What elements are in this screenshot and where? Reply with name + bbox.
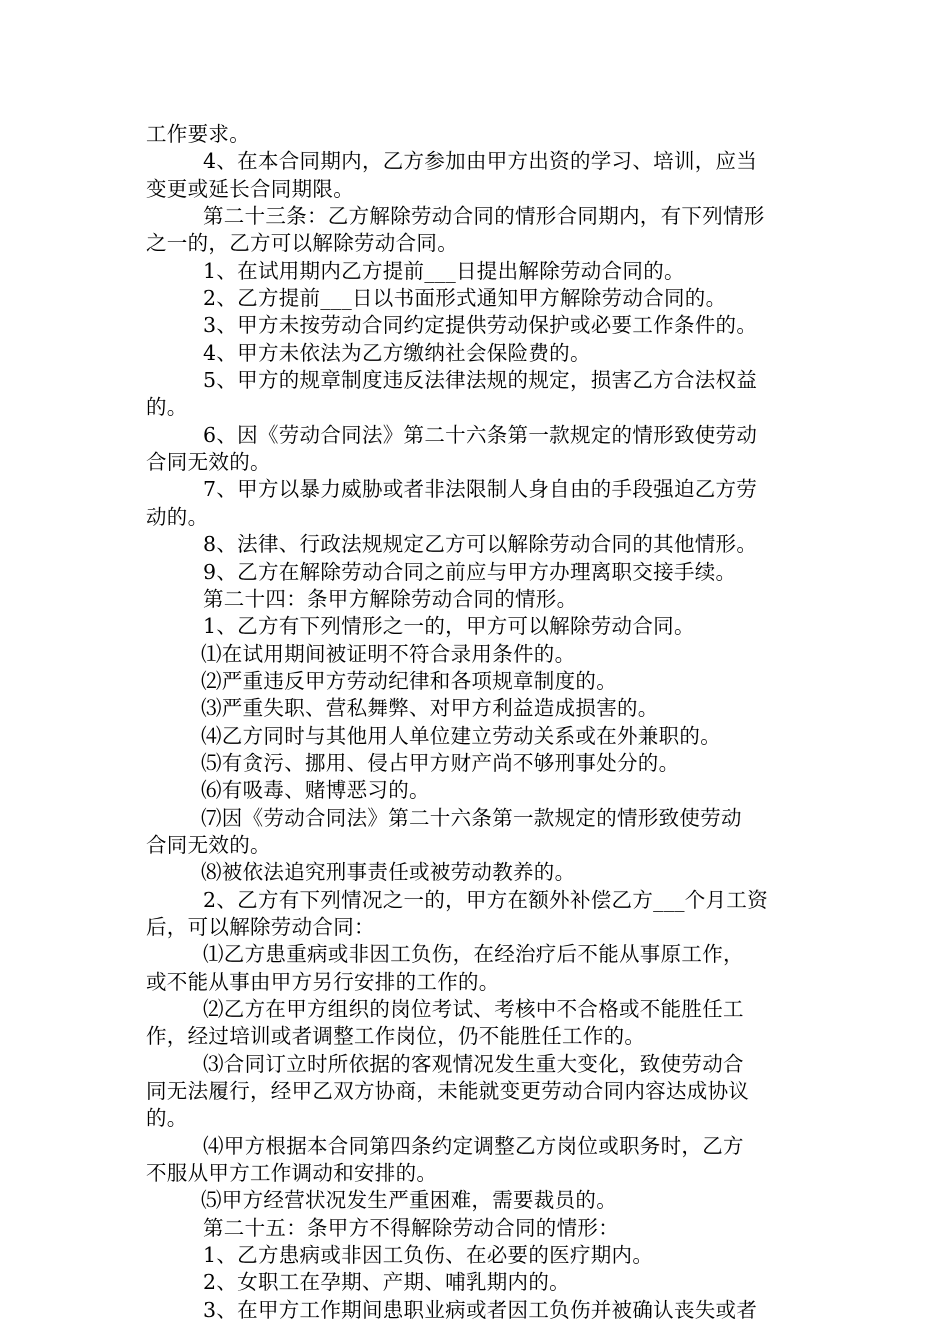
text-line: ⑷乙方同时与其他用人单位建立劳动关系或在外兼职的。: [201, 723, 721, 748]
text-line: 后，可以解除劳动合同：: [146, 914, 375, 939]
text-line: 5、甲方的规章制度违反法律法规的规定，损害乙方合法权益: [203, 368, 758, 393]
text-line: 9、乙方在解除劳动合同之前应与甲方办理离职交接手续。: [203, 559, 737, 584]
text-line: 不服从甲方工作调动和安排的。: [146, 1161, 438, 1186]
text-line: 7、甲方以暴力威胁或者非法限制人身自由的手段强迫乙方劳: [203, 477, 758, 502]
text-line: ⑴乙方患重病或非因工负伤，在经治疗后不能从事原工作，: [203, 942, 744, 967]
text-line: 3、在甲方工作期间患职业病或者因工负伤并被确认丧失或者: [203, 1297, 758, 1322]
text-line: ⑻被依法追究刑事责任或被劳动教养的。: [201, 860, 576, 885]
text-line: ⑸甲方经营状况发生严重困难，需要裁员的。: [201, 1188, 617, 1213]
text-line: 同无法履行，经甲乙双方协商，未能就变更劳动合同内容达成协议: [146, 1079, 750, 1104]
text-line: 1、乙方患病或非因工负伤、在必要的医疗期内。: [203, 1243, 654, 1268]
text-line: 作，经过培训或者调整工作岗位，仍不能胜任工作的。: [146, 1024, 646, 1049]
text-line: 4、在本合同期内，乙方参加由甲方出资的学习、培训，应当: [203, 149, 758, 174]
text-line: 3、甲方未按劳动合同约定提供劳动保护或必要工作条件的。: [203, 313, 758, 338]
text-line: 1、乙方有下列情形之一的，甲方可以解除劳动合同。: [203, 614, 695, 639]
text-line: 合同无效的。: [146, 450, 271, 475]
text-line: 之一的，乙方可以解除劳动合同。: [146, 231, 458, 256]
text-line: ⑺因《劳动合同法》第二十六条第一款规定的情形致使劳动: [201, 805, 742, 830]
text-line: 2、乙方提前___日以书面形式通知甲方解除劳动合同的。: [203, 286, 727, 311]
text-line: ⑶严重失职、营私舞弊、对甲方利益造成损害的。: [201, 696, 659, 721]
text-line: ⑶合同订立时所依据的客观情况发生重大变化，致使劳动合: [203, 1051, 744, 1076]
text-line: 的。: [146, 395, 188, 420]
text-line: ⑷甲方根据本合同第四条约定调整乙方岗位或职务时，乙方: [203, 1133, 744, 1158]
text-line: 的。: [146, 1106, 188, 1131]
article-24-heading: 第二十四：条甲方解除劳动合同的情形。: [203, 586, 578, 611]
article-23-heading: 第二十三条：乙方解除劳动合同的情形合同期内，有下列情形: [203, 204, 765, 229]
text-line: 工作要求。: [146, 122, 250, 146]
text-line: 6、因《劳动合同法》第二十六条第一款规定的情形致使劳动: [203, 422, 758, 447]
article-25-heading: 第二十五：条甲方不得解除劳动合同的情形：: [203, 1215, 619, 1240]
text-line: 动的。: [146, 504, 209, 529]
text-line: ⑹有吸毒、赌博恶习的。: [201, 778, 430, 803]
contract-text-body: [146, 121, 812, 1324]
text-line: ⑵乙方在甲方组织的岗位考试、考核中不合格或不能胜任工: [203, 997, 744, 1021]
text-line: 或不能从事由甲方另行安排的工作的。: [146, 969, 500, 994]
text-line: 4、甲方未依法为乙方缴纳社会保险费的。: [203, 340, 591, 365]
text-line: 8、法律、行政法规规定乙方可以解除劳动合同的其他情形。: [203, 532, 758, 557]
text-line: ⑵严重违反甲方劳动纪律和各项规章制度的。: [201, 668, 617, 693]
text-line: 合同无效的。: [146, 832, 271, 857]
text-line: 变更或延长合同期限。: [146, 176, 354, 201]
text-line: ⑴在试用期间被证明不符合录用条件的。: [201, 641, 576, 666]
text-line: ⑸有贪污、挪用、侵占甲方财产尚不够刑事处分的。: [201, 750, 680, 775]
text-line: 1、在试用期内乙方提前___日提出解除劳动合同的。: [203, 258, 685, 283]
text-line: 2、女职工在孕期、产期、哺乳期内的。: [203, 1270, 570, 1295]
text-line: 2、乙方有下列情况之一的，甲方在额外补偿乙方___个月工资: [203, 887, 768, 912]
